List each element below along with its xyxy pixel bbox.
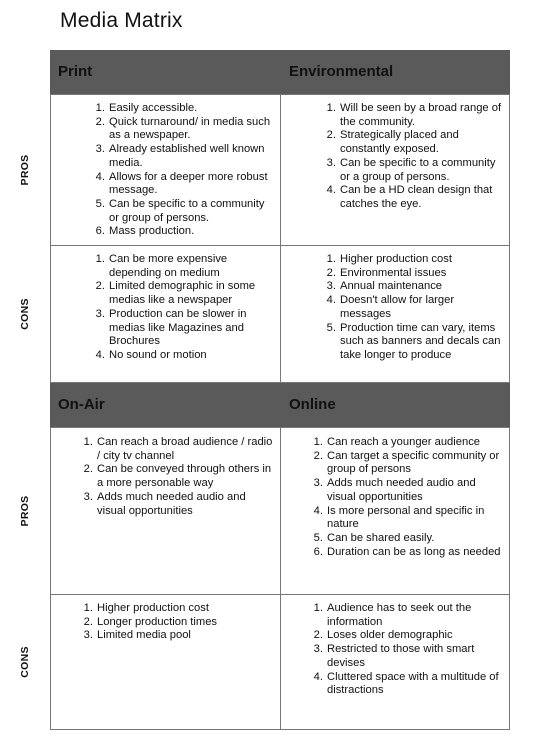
header-online: Online	[281, 383, 510, 427]
list-item-text: Can target a specific community or group of persons	[327, 449, 500, 476]
list-item	[313, 531, 503, 546]
list-item-text: Higher production cost	[97, 602, 209, 614]
list-item	[313, 504, 503, 532]
list-item	[326, 266, 503, 281]
list-item-text: Can reach a broad audience / radio / city tv channel	[97, 436, 273, 462]
list-item-number: 1.	[313, 602, 323, 614]
list-item	[313, 643, 503, 670]
print-pros-list	[95, 102, 280, 239]
list-item	[326, 253, 503, 267]
list-item-text: Adds much needed audio and visual opportunities	[327, 477, 476, 503]
list-item-number: 5.	[95, 197, 105, 210]
list-item-text: Production can be slower in medias like Magazines and Brochures	[109, 307, 247, 348]
list-item-text: Higher production cost	[340, 253, 452, 265]
list-item-text: Restricted to those with smart devises	[327, 643, 475, 669]
list-item	[313, 545, 503, 560]
list-item	[95, 348, 274, 363]
list-item-number: 1.	[95, 102, 105, 114]
list-item-text: Adds much needed audio and visual opportunities	[97, 490, 246, 517]
list-item	[95, 143, 274, 170]
list-item	[95, 115, 274, 143]
list-item	[313, 477, 503, 504]
list-item-text: Mass production.	[109, 225, 195, 238]
list-item	[83, 436, 274, 463]
list-item	[326, 321, 503, 363]
list-item-number: 2.	[95, 115, 105, 128]
list-item-number: 2.	[326, 266, 336, 279]
list-item	[326, 102, 503, 129]
list-item-text: Environmental issues	[340, 266, 447, 279]
list-item-text: Strategically placed and constantly exposed.	[340, 129, 459, 156]
row-label-cons-2: CONS	[19, 646, 31, 678]
environmental-cons-cell	[280, 245, 510, 383]
list-item	[83, 629, 274, 643]
online-cons-cell	[280, 594, 510, 730]
print-cons-list	[95, 253, 280, 363]
list-item-text: Audience has to seek out the information	[327, 602, 472, 628]
list-item-text: Cluttered space with a multitude of distractions	[327, 670, 499, 697]
list-item-number: 5.	[313, 531, 323, 544]
on-air-cons-list	[83, 602, 280, 643]
list-item-text: Can be a HD clean design that catches the eye.	[340, 184, 493, 210]
list-item-text: Can be specific to a community or a group of persons.	[340, 156, 496, 183]
list-item-number: 4.	[326, 184, 336, 197]
list-item-text: Allows for a deeper more robust message.	[109, 170, 268, 197]
list-item-number: 3.	[326, 156, 336, 169]
list-item	[326, 184, 503, 211]
list-item	[95, 225, 274, 239]
list-item-text: Longer production times	[97, 615, 218, 628]
list-item	[313, 436, 503, 450]
list-item-number: 4.	[313, 504, 323, 517]
list-item-text: Already established well known media.	[109, 143, 265, 169]
list-item-text: Easily accessible.	[109, 102, 198, 114]
header-on-air: On-Air	[50, 383, 281, 427]
page-title: Media Matrix	[60, 9, 183, 32]
list-item-text: Limited demographic in some medias like a newspaper	[109, 280, 256, 307]
list-item-number: 3.	[313, 477, 323, 490]
list-item-text: Duration can be as long as needed	[327, 545, 501, 558]
header-environmental: Environmental	[281, 50, 510, 94]
list-item-text: Can be conveyed through others in a more personable way	[97, 463, 272, 490]
on-air-cons-cell	[50, 594, 281, 730]
list-item-number: 3.	[313, 643, 323, 656]
list-item-number: 6.	[95, 225, 105, 238]
list-item	[326, 129, 503, 156]
list-item-text: No sound or motion	[109, 348, 207, 361]
list-item	[313, 629, 503, 643]
list-item	[326, 156, 503, 184]
list-item-number: 1.	[95, 253, 105, 265]
list-item-number: 3.	[95, 143, 105, 156]
list-item-number: 3.	[83, 490, 93, 503]
on-air-pros-cell	[50, 427, 281, 595]
list-item-text: Limited media pool	[97, 629, 191, 642]
list-item-number: 1.	[313, 436, 323, 448]
list-item-number: 4.	[95, 348, 105, 361]
list-item	[95, 102, 274, 116]
list-item	[83, 615, 274, 630]
list-item-number: 2.	[95, 280, 105, 293]
online-pros-cell	[280, 427, 510, 595]
list-item	[313, 602, 503, 629]
list-item-number: 2.	[83, 615, 93, 628]
online-cons-list	[313, 602, 509, 698]
list-item	[83, 463, 274, 490]
list-item-text: Doesn't allow for larger messages	[340, 294, 455, 320]
list-item	[313, 670, 503, 698]
list-item	[313, 449, 503, 477]
list-item-number: 6.	[313, 545, 323, 558]
list-item-number: 1.	[83, 602, 93, 614]
row-label-pros: PROS	[19, 154, 31, 186]
list-item	[95, 253, 274, 280]
list-item-number: 4.	[95, 170, 105, 183]
list-item-number: 3.	[95, 307, 105, 320]
print-pros-cell	[50, 94, 281, 246]
list-item-number: 4.	[326, 294, 336, 307]
environmental-cons-list	[326, 253, 509, 363]
list-item-text: Annual maintenance	[340, 280, 443, 293]
list-item-number: 4.	[313, 670, 323, 683]
environmental-pros-list	[326, 102, 509, 212]
list-item-text: Can be specific to a community or group of persons.	[109, 197, 265, 224]
list-item-number: 2.	[326, 129, 336, 142]
header-print: Print	[50, 50, 281, 94]
list-item	[326, 294, 503, 321]
list-item	[326, 280, 503, 294]
list-item	[95, 307, 274, 349]
list-item-text: Can be shared easily.	[327, 531, 435, 544]
list-item-number: 3.	[326, 280, 336, 293]
on-air-pros-list	[83, 436, 280, 518]
list-item-text: Can reach a younger audience	[327, 436, 481, 448]
list-item-text: Can be more expensive depending on medium	[109, 253, 228, 279]
list-item-text: Is more personal and specific in nature	[327, 504, 485, 531]
list-item-number: 3.	[83, 629, 93, 642]
list-item-number: 1.	[326, 253, 336, 265]
list-item-number: 1.	[83, 436, 93, 448]
list-item	[95, 197, 274, 225]
list-item	[83, 602, 274, 616]
list-item-number: 5.	[326, 321, 336, 334]
list-item-number: 2.	[83, 463, 93, 476]
environmental-pros-cell	[280, 94, 510, 246]
list-item-text: Loses older demographic	[327, 629, 453, 642]
list-item-text: Production time can vary, items such as banners and decals can take longer to produce	[340, 321, 501, 361]
row-label-cons: CONS	[19, 298, 31, 330]
list-item	[95, 280, 274, 307]
row-label-pros-2: PROS	[19, 495, 31, 527]
list-item-number: 1.	[326, 102, 336, 114]
list-item	[83, 490, 274, 518]
list-item-text: Will be seen by a broad range of the community.	[340, 102, 502, 128]
online-pros-list	[313, 436, 509, 559]
list-item-text: Quick turnaround/ in media such as a newspaper.	[109, 115, 271, 142]
list-item-number: 2.	[313, 449, 323, 462]
print-cons-cell	[50, 245, 281, 383]
list-item	[95, 170, 274, 198]
list-item-number: 2.	[313, 629, 323, 642]
